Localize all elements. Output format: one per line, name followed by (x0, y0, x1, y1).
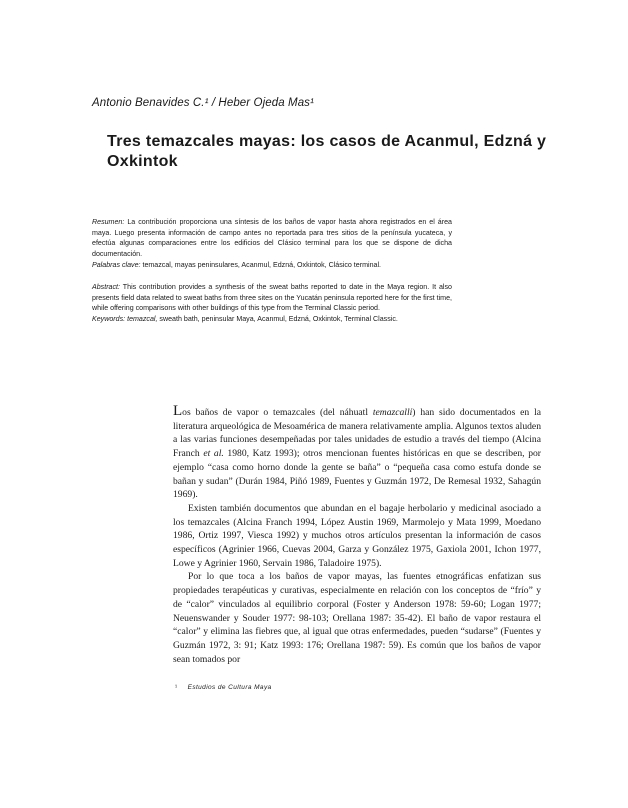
footer-running-title: Estudios de Cultura Maya (187, 684, 272, 691)
author-line: Antonio Benavides C.¹ / Heber Ojeda Mas¹ (92, 97, 314, 109)
body-p1-text-a: os baños de vapor o temazcales (del náhuatl (182, 407, 373, 418)
palabras-clave-text: temazcal, mayas peninsulares, Acanmul, Edzná, Oxkintok, Clásico terminal. (140, 260, 382, 269)
abstract-text: This contribution provides a synthesis of the sweat baths reported to date in the Maya region. It also presents field data related to sweat baths from three sites on the Yucatán peninsula reported here for the first time, while offering comparisons with other buildings of this type from the Terminal Classic period. (92, 283, 452, 313)
footer-page-number: ¹ (175, 684, 178, 691)
body-paragraph-2: Existen también documentos que abundan en el bagaje herbolario y medicinal asociado a los temazcales (Alcina Franch 1994, López Austin 1969, Marmolejo y Mata 1999, Moedano 1986, Ortiz 1997, Viesca 1992) y muchos otros artículos presentan la información de casos específicos (Agrinier 1966, Cuevas 2004, Garza y González 1975, Gaxiola 2001, Ichon 1977, Lowe y Agrinier 1960, Servain 1986, Taladoire 1975). (173, 502, 541, 569)
article-title: Tres temazcales mayas: los casos de Acanmul, Edzná y Oxkintok (107, 133, 547, 170)
palabras-clave-paragraph (92, 260, 452, 271)
body-paragraph-1 (173, 403, 542, 502)
abstract-label: Abstract: (92, 283, 120, 291)
body-paragraph-3: Por lo que toca a los baños de vapor mayas, las fuentes etnográficas enfatizan sus propiedades terapéuticas y curativas, especialmente en relación con los conceptos de “frío” y de “calor” vinculados al equilibrio corporal (Foster y Anderson 1978: 59-60; Logan 1977; Neuenswander y Souder 1977: 98-103; Orellana 1987: 35-42). El baño de vapor restaura el “calor” y elimina las fiebres que, al igual que otras enfermedades, pueden “sudarse” (Fuentes y Guzmán 1972, 3: 91; Katz 1993: 176; Orellana 1987: 59). Es común que los baños de vapor sean tomados por (173, 571, 541, 665)
body-p1-term: temazcalli (372, 407, 413, 418)
abstract-paragraph (92, 282, 452, 314)
palabras-clave-label: Palabras clave: (92, 260, 141, 269)
keywords-text: sweath bath, peninsular Maya, Acanmul, Edzná, Oxkintok, Terminal Classic. (157, 315, 398, 324)
abstract-english (92, 282, 452, 325)
drop-cap: L (173, 403, 183, 419)
body-p1-text-b: ) han sido documentados en la literatura arqueológica de Mesoamérica de manera relativamente amplia. Algunos textos aluden a las varias funciones desempeñadas por tales unidades de estudio a través del tiempo (Alcina Franch (173, 407, 541, 460)
article-body (173, 403, 542, 666)
resumen-label: Resumen: (92, 218, 125, 226)
abstract-spanish (92, 217, 452, 271)
body-p1-text-c: 1980, Katz 1993); otros mencionan fuentes históricas en que se describen, por ejemplo “casa como horno donde la gente se baña” o “pequeña casa como estufa donde se bañan y sudan” (Durán 1984, Piñó 1989, Fuentes y Guzmán 1972, De Remesal 1932, Sahagún 1969). (173, 448, 542, 501)
body-p1-etal: et al. (203, 448, 224, 460)
keywords-italic-term: temazcal, (125, 315, 158, 324)
page-footer (175, 684, 272, 691)
resumen-text: La contribución proporciona una síntesis de los baños de vapor hasta ahora registrados en el área maya. Luego presenta información de campo antes no reportada para tres sitios de la península yucateca, y efectúa algunas comparaciones entre los edificios del Clásico terminal para los que se dispone de dicha documentación. (92, 218, 452, 259)
keywords-label: Keywords: (92, 315, 126, 324)
resumen-paragraph (92, 217, 452, 260)
keywords-paragraph (92, 314, 452, 325)
